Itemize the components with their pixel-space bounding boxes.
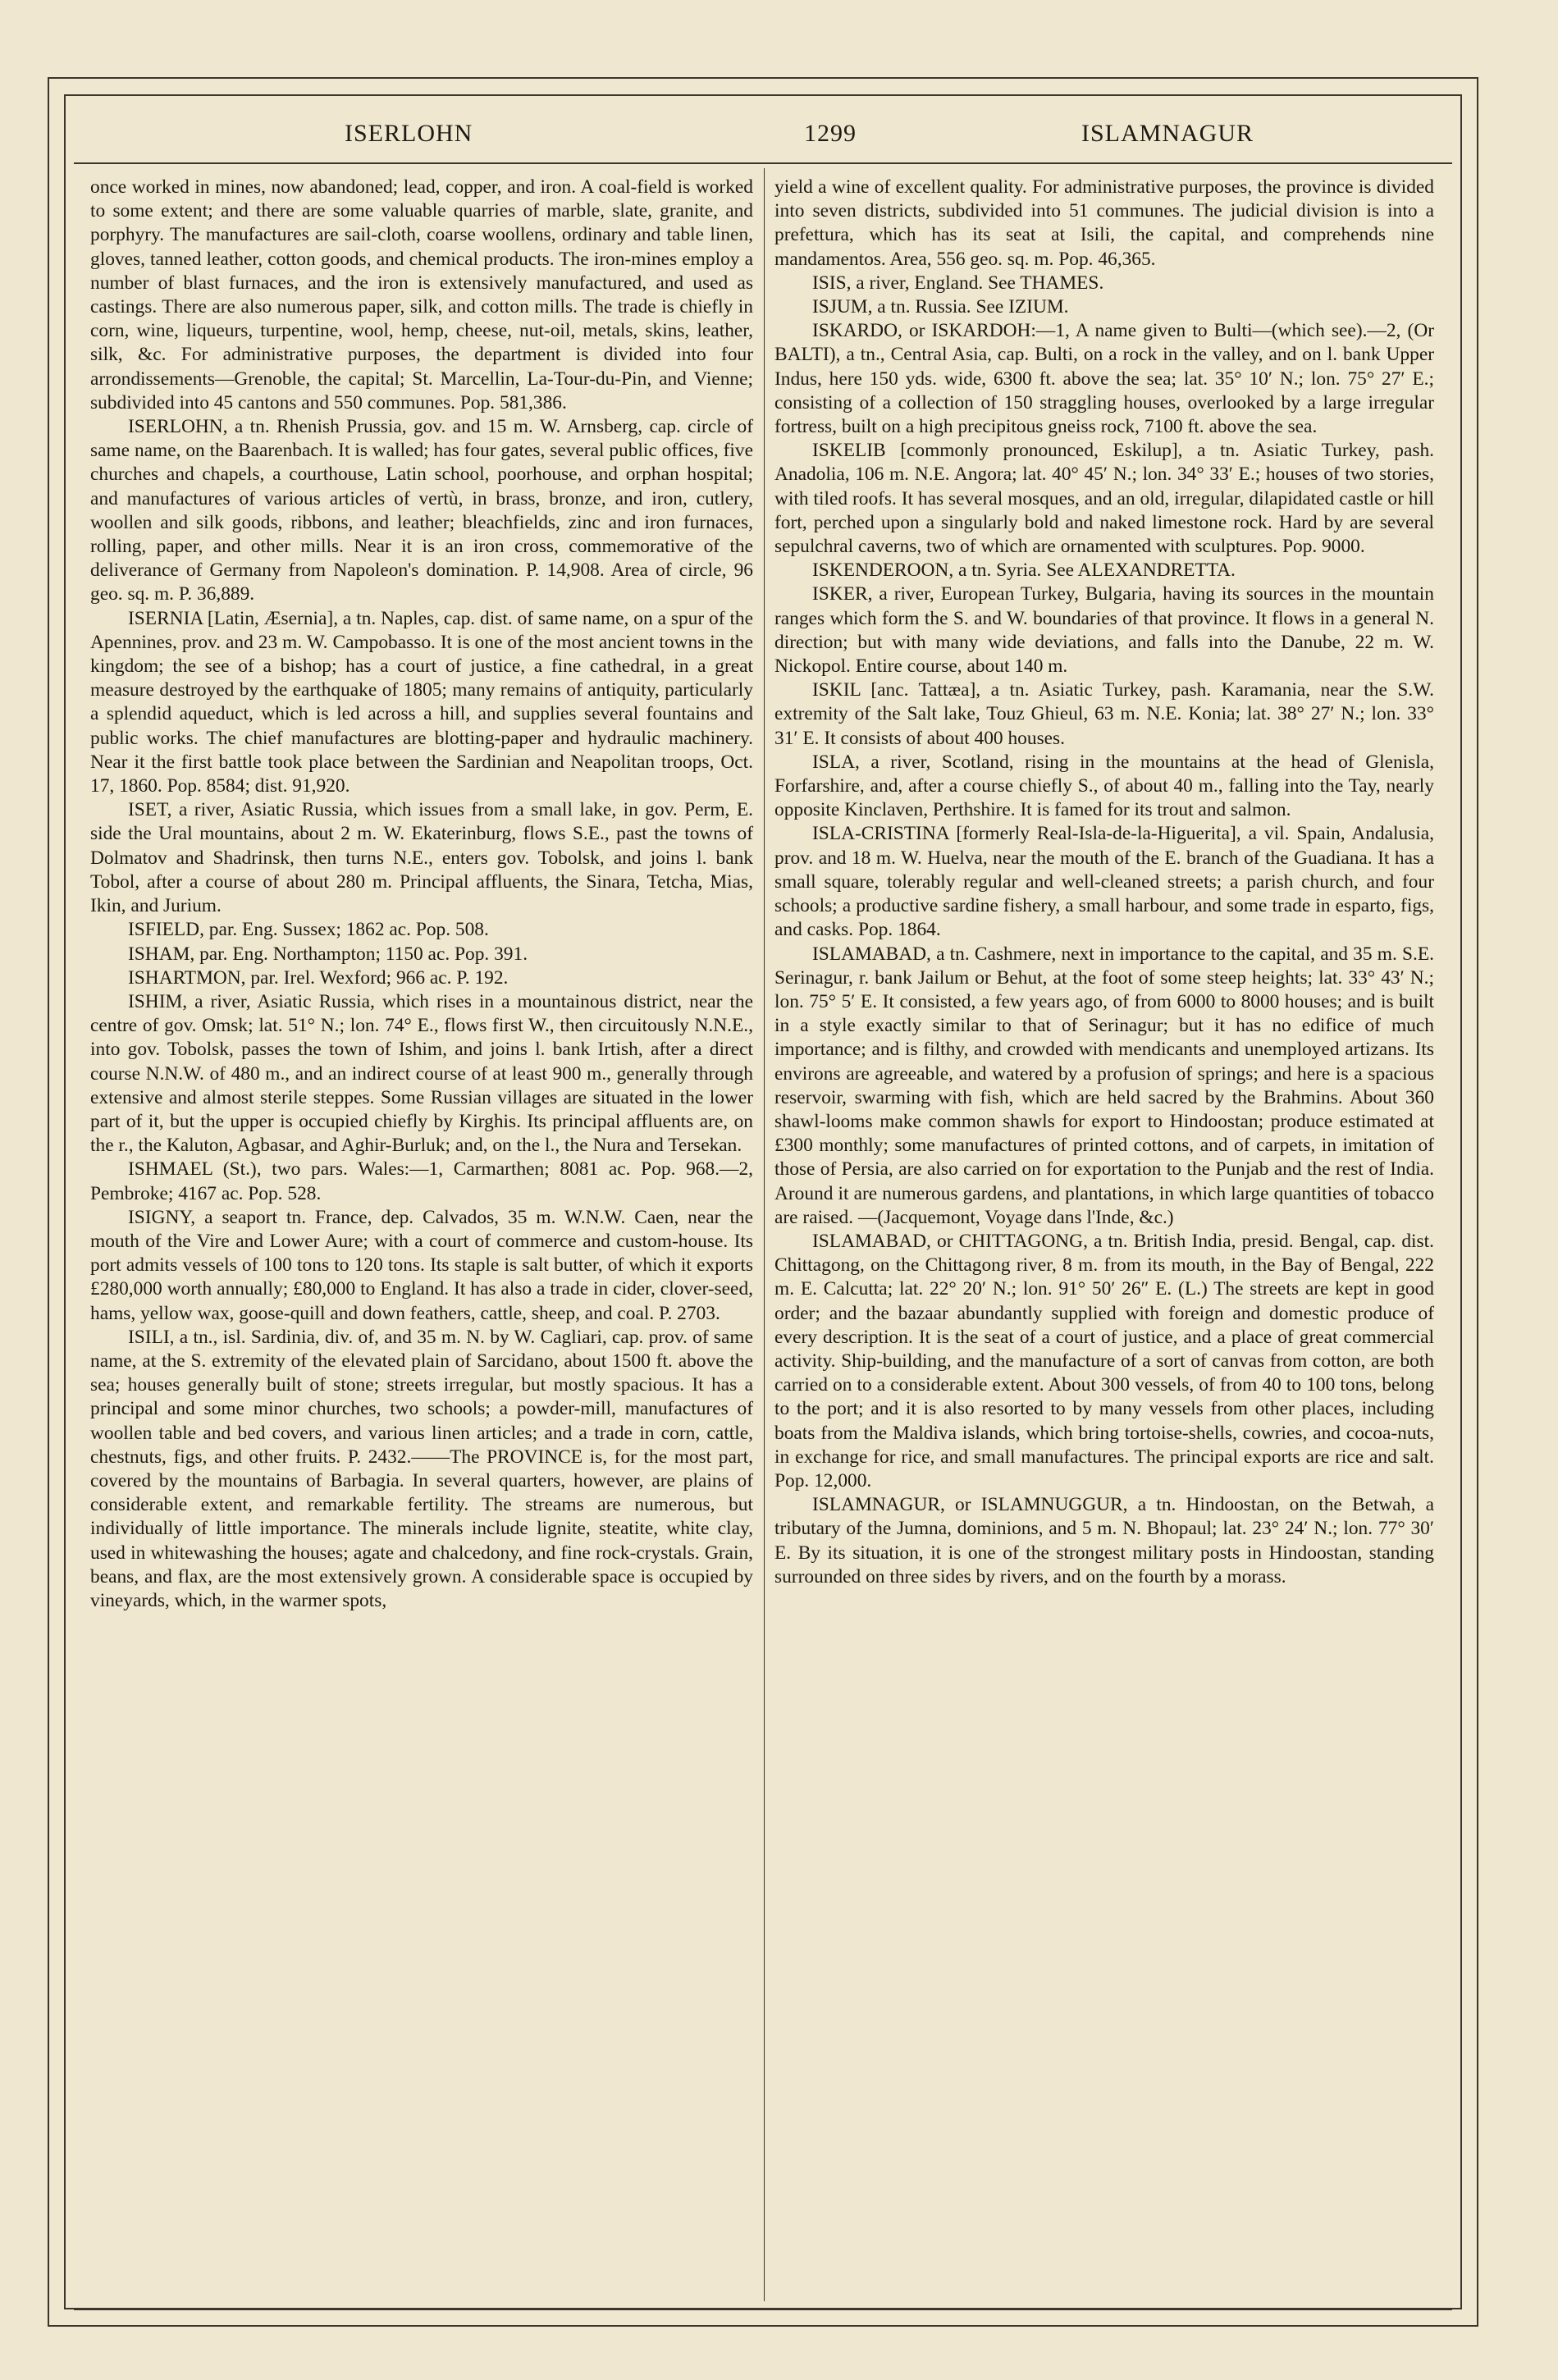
header-right-word: ISLAMNAGUR: [1081, 120, 1254, 147]
entry-isili: ISILI, a tn., isl. Sardinia, div. of, and 35 m. N. by W. Cagliari, cap. prov. of same name, at the S. extremity of the elevated plain of Sarcidano, about 1500 ft. above the sea; houses generally built of stone; streets irregular, but mostly spacious. It has a principal and some minor churches, two schools; a powder-mill, manufactures of woollen table and bed covers, and various linen articles; and a trade in corn, cattle, chestnuts, figs, and other fruits. P. 2432.——The PROVINCE is, for the most part, covered by the mountains of Barbagia. In several quarters, however, are plains of considerable extent, and remarkable fertility. The streams are numerous, but individually of little importance. The minerals include lignite, steatite, white clay, used in whitewashing the houses; agate and chalcedony, and fine rock-crystals. Grain, beans, and flax, are the most extensively grown. A considerable space is occupied by vineyards, which, in the warmer spots,: [90, 1326, 753, 1611]
continuation-paragraph: yield a wine of excellent quality. For administrative purposes, the province is divided into seven districts, subdivided into 51 communes. The judicial division is into a prefettura, which has its seat at Isili, the capital, and comprehends nine mandamentos. Area, 556 geo. sq. m. Pop. 46,365.: [774, 176, 1434, 270]
entry-iskenderoon: ISKENDEROON, a tn. Syria. See ALEXANDRETTA.: [812, 560, 1236, 582]
header-left-word: ISERLOHN: [345, 120, 473, 147]
entry-isfield: ISFIELD, par. Eng. Sussex; 1862 ac. Pop. 508.: [128, 919, 489, 941]
entry-iserlohn: ISERLOHN, a tn. Rhenish Prussia, gov. and 15 m. W. Arnsberg, cap. circle of same name, on the Baarenbach. It is walled; has four gates, several public offices, five churches and chapels, a courthouse, Latin school, poorhouse, and orphan hospital; and manufactures of various articles of vertù, in brass, bronze, and iron, cutlery, woollen and silk goods, ribbons, and leather; bleachfields, zinc and iron furnaces, rolling, paper, and other mills. Near it is an iron cross, commemorative of the deliverance of Germany from Napoleon's domination. P. 14,908. Area of circle, 96 geo. sq. m. P. 36,889.: [90, 416, 753, 605]
entry-iskil: ISKIL [anc. Tattæa], a tn. Asiatic Turkey, pash. Karamania, near the S.W. extremity of the Salt lake, Touz Ghieul, 63 m. N.E. Konia; lat. 38° 27′ N.; lon. 33° 31′ E. It consists of about 400 houses.: [774, 679, 1434, 749]
continuation-paragraph: once worked in mines, now abandoned; lead, copper, and iron. A coal-field is worked to some extent; and there are some valuable quarries of marble, slate, granite, and porphyry. The manufactures are sail-cloth, coarse woollens, ordinary and table linen, gloves, tanned leather, cotton goods, and chemical products. The iron-mines employ a number of blast furnaces, and the iron is extensively manufactured, and used as castings. There are also numerous paper, silk, and cotton mills. The trade is chiefly in corn, wine, liqueurs, turpentine, wool, hemp, cheese, nut-oil, metals, skins, leather, silk, &c. For administrative purposes, the department is divided into four arrondissements—Grenoble, the capital; St. Marcellin, La-Tour-du-Pin, and Vienne; subdivided into 45 cantons and 550 communes. Pop. 581,386.: [90, 176, 753, 413]
running-header: [74, 113, 1452, 164]
entry-islamabad-cashmere: ISLAMABAD, a tn. Cashmere, next in importance to the capital, and 35 m. S.E. Serinagur, r. bank Jailum or Behut, at the foot of some steep heights; lat. 33° 43′ N.; lon. 75° 5′ E. It consisted, a few years ago, of from 6000 to 8000 houses; and is built in a style exactly similar to that of Serinagur; but it has no edifice of much importance; and is filthy, and crowded with mendicants and unemployed artizans. Its environs are agreeable, and watered by a profusion of springs; and here is a spacious reservoir, swarming with fish, which are held sacred by the Brahmins. About 360 shawl-looms make common shawls for export to Hindoostan; produce estimated at £300 monthly; some manufactures of printed cottons, and of carpets, in imitation of those of Persia, are also carried on for exportation to the Punjab and the rest of India. Around it are numerous gardens, and plantations, in which large quantities of tobacco are raised. —(Jacquemont, Voyage dans l'Inde, &c.): [774, 943, 1434, 1228]
entry-isigny: ISIGNY, a seaport tn. France, dep. Calvados, 35 m. W.N.W. Caen, near the mouth of the Vire and Lower Aure; with a court of commerce and custom-house. Its port admits vessels of 100 tons to 120 tons. Its staple is salt butter, of which it exports £280,000 worth annually; £80,000 to England. It has also a trade in cider, clover-seed, hams, yellow wax, goose-quill and down feathers, cattle, sheep, and coal. P. 2703.: [90, 1206, 753, 1324]
entry-islamnagur: ISLAMNAGUR, or ISLAMNUGGUR, a tn. Hindoostan, on the Betwah, a tributary of the Jumna, dominions, and 5 m. N. Bhopaul; lat. 23° 24′ N.; lon. 77° 30′ E. By its situation, it is one of the strongest military posts in Hindoostan, standing surrounded on three sides by rivers, and on the fourth by a morass.: [774, 1494, 1434, 1587]
entry-iset: ISET, a river, Asiatic Russia, which issues from a small lake, in gov. Perm, E. side the Ural mountains, about 2 m. W. Ekaterinburg, flows S.E., past the towns of Dolmatov and Shadrinsk, then turns N.E., enters gov. Tobolsk, and joins l. bank Tobol, after a course of about 280 m. Principal affluents, the Sinara, Tetcha, Mias, Ikin, and Jurium.: [90, 799, 753, 917]
entry-isernia: ISERNIA [Latin, Æsernia], a tn. Naples, cap. dist. of same name, on a spur of the Apennines, prov. and 23 m. W. Campobasso. It is one of the most ancient towns in the kingdom; the see of a bishop; has a court of justice, a fine cathedral, in a great measure destroyed by the earthquake of 1805; many remains of antiquity, particularly a splendid aqueduct, which is led across a hill, and supplies several fountains and public works. The chief manufactures are blotting-paper and hydraulic machinery. Near it the first battle took place between the Sardinian and Neapolitan troops, Oct. 17, 1860. Pop. 8584; dist. 91,920.: [90, 607, 753, 797]
entry-iskardo: ISKARDO, or ISKARDOH:—1, A name given to Bulti—(which see).—2, (Or BALTI), a tn., Central Asia, cap. Bulti, on a rock in the valley, and on l. bank Upper Indus, here 150 yds. wide, 6300 ft. above the sea; lat. 35° 10′ N.; lon. 75° 27′ E.; consisting of a collection of 150 straggling houses, overlooked by a large irregular fortress, built on a high precipitous gneiss rock, 7100 ft. above the sea.: [774, 320, 1434, 438]
entry-ishartmon: ISHARTMON, par. Irel. Wexford; 966 ac. P. 192.: [128, 966, 509, 989]
left-column: [90, 176, 753, 1613]
entry-iskelib: ISKELIB [commonly pronounced, Eskilup], a tn. Asiatic Turkey, pash. Anadolia, 106 m. N.E. Angora; lat. 40° 45′ N.; lon. 34° 33′ E.; houses of two stories, with tiled roofs. It has several mosques, and an old, irregular, dilapidated castle or hill fort, perched upon a singularly bold and naked limestone rock. Hard by are several sepulchral caverns, two of which are ornamented with sculptures. Pop. 9000.: [774, 440, 1434, 558]
entry-isham: ISHAM, par. Eng. Northampton; 1150 ac. Pop. 391.: [128, 943, 528, 965]
entry-isker: ISKER, a river, European Turkey, Bulgaria, having its sources in the mountain ranges which form the S. and W. boundaries of that province. It flows in a general N. direction; but with many wide deviations, and falls into the Danube, 22 m. W. Nickopol. Entire course, about 140 m.: [774, 583, 1434, 678]
entry-isis: ISIS, a river, England. See THAMES.: [812, 272, 1104, 294]
footer-rule: [74, 2309, 1452, 2310]
entry-isla: ISLA, a river, Scotland, rising in the mountains at the head of Glenisla, Forfarshire, and, after a course chiefly S., of about 40 m., falling into the Tay, nearly opposite Kinclaven, Perthshire. It is famed for its trout and salmon.: [774, 751, 1434, 821]
page-number: 1299: [804, 120, 857, 147]
entry-ishmael: ISHMAEL (St.), two pars. Wales:—1, Carmarthen; 8081 ac. Pop. 968.—2, Pembroke; 4167 ac. Pop. 528.: [90, 1158, 753, 1204]
entry-isla-cristina: ISLA-CRISTINA [formerly Real-Isla-de-la-Higuerita], a vil. Spain, Andalusia, prov. and 18 m. W. Huelva, near the mouth of the E. branch of the Guadiana. It has a small square, tolerably regular and well-cleaned streets; a parish church, and four schools; a productive sardine fishery, a small harbour, and some trade in esparto, figs, and casks. Pop. 1864.: [774, 823, 1434, 941]
entry-islamabad-chittagong: ISLAMABAD, or CHITTAGONG, a tn. British India, presid. Bengal, cap. dist. Chittagong, on the Chittagong river, 8 m. from its mouth, in the Bay of Bengal, 222 m. E. Calcutta; lat. 22° 20′ N.; lon. 91° 50′ 26″ E. (L.) The streets are kept in good order; and the bazaar abundantly supplied with foreign and domestic produce of every description. It is the seat of a court of justice, and a place of great commercial activity. Ship-building, and the manufacture of a sort of canvas from cotton, are both carried on to a considerable extent. About 300 vessels, of from 40 to 100 tons, belong to the port; and it is also resorted to by many vessels from other places, including boats from the Maldiva islands, which bring tortoise-shells, cowries, and cocoa-nuts, in exchange for rice, and small manufactures. The principal exports are rice and salt. Pop. 12,000.: [774, 1230, 1434, 1491]
entry-isjum: ISJUM, a tn. Russia. See IZIUM.: [812, 296, 1069, 318]
column-divider: [764, 168, 765, 2301]
right-column: [774, 176, 1434, 1589]
entry-ishim: ISHIM, a river, Asiatic Russia, which rises in a mountainous district, near the centre of gov. Omsk; lat. 51° N.; lon. 74° E., flows first W., then circuitously N.N.E., into gov. Tobolsk, passes the town of Ishim, and joins l. bank Irtish, after a direct course N.N.W. of 480 m., and an indirect course of at least 900 m., generally through extensive and almost sterile steppes. Some Russian villages are situated in the lower part of it, but the upper is occupied chiefly by Kirghis. Its principal affluents are, on the r., the Kaluton, Agbasar, and Aghir-Burluk; and, on the l., the Nura and Tersekan.: [90, 990, 753, 1157]
